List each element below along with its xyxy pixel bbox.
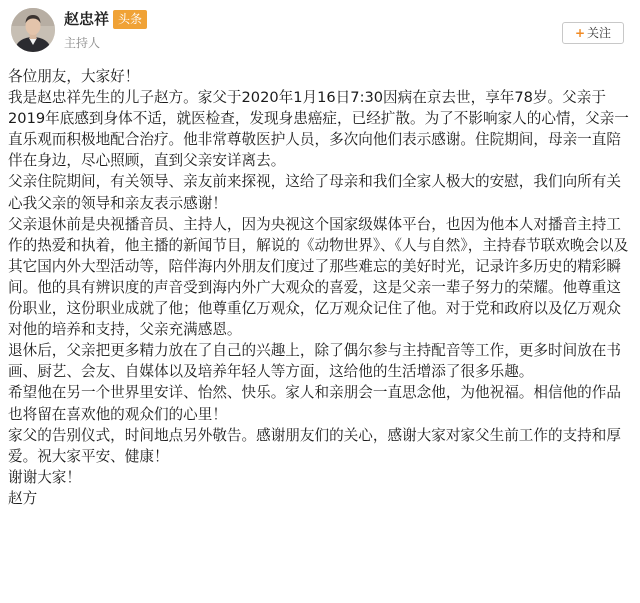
post-body bbox=[8, 66, 634, 509]
author-name[interactable]: 赵忠祥 bbox=[64, 10, 110, 28]
paragraph-farewell: 家父的告别仪式，时间地点另外敬告。感谢朋友们的关心，感谢大家对家父生前工作的支持和厚爱。祝大家平安、健康！ bbox=[8, 426, 621, 465]
paragraph-announcement: 我是赵忠祥先生的儿子赵方。家父于2020年1月16日7:30因病在京去世，享年78岁。父亲于2019年底感到身体不适，就医检查，发现身患癌症，已经扩散。为了不影响家人的心情，父亲一直乐观而积极地配合治疗。他非常尊敬医护人员，多次向他们表示感谢。住院期间，母亲一直陪伴在身边，尽心照顾，直到父亲安详离去。 bbox=[8, 89, 629, 170]
follow-button-label: 关注 bbox=[587, 26, 612, 40]
author-role: 主持人 bbox=[64, 36, 101, 50]
avatar-image bbox=[11, 8, 55, 52]
paragraph-thanks-visitors: 父亲住院期间，有关领导、亲友前来探视，这给了母亲和我们全家人极大的安慰，我们向所有关心我父亲的领导和亲友表示感谢！ bbox=[8, 173, 621, 212]
paragraph-wishes: 希望他在另一个世界里安详、怡然、快乐。家人和亲朋会一直思念他，为他祝福。相信他的作品也将留在喜欢他的观众们的心里！ bbox=[8, 384, 621, 423]
plus-icon: + bbox=[574, 26, 586, 40]
paragraph-retirement: 退休后，父亲把更多精力放在了自己的兴趣上，除了偶尔参与主持配音等工作，更多时间放在书画、厨艺、会友、自媒体以及培养年轻人等方面，这给他的生活增添了很多乐趣。 bbox=[8, 342, 621, 381]
avatar[interactable] bbox=[11, 8, 55, 52]
paragraph-career: 父亲退休前是央视播音员、主持人，因为央视这个国家级媒体平台，也因为他本人对播音主持工作的热爱和执着，他主播的新闻节目，解说的《动物世界》、《人与自然》，主持春节联欢晚会以及其它国内外大型活动等，陪伴海内外朋友们度过了那些难忘的美好时光，记录许多历史的精彩瞬间。他的具有辨识度的声音受到海内外广大观众的喜爱，这是父亲一辈子努力的荣耀。他尊重这份职业，这份职业成就了他；他尊重亿万观众，亿万观众记住了他。对于党和政府以及亿万观众对他的培养和支持，父亲充满感恩。 bbox=[8, 215, 629, 339]
follow-button[interactable] bbox=[562, 22, 624, 44]
paragraph-thank-you: 谢谢大家！ bbox=[8, 468, 81, 486]
paragraph-signature: 赵方 bbox=[8, 489, 38, 507]
paragraph-greeting: 各位朋友，大家好！ bbox=[8, 68, 140, 85]
toutiao-badge: 头条 bbox=[113, 10, 147, 29]
post-header bbox=[0, 0, 640, 62]
